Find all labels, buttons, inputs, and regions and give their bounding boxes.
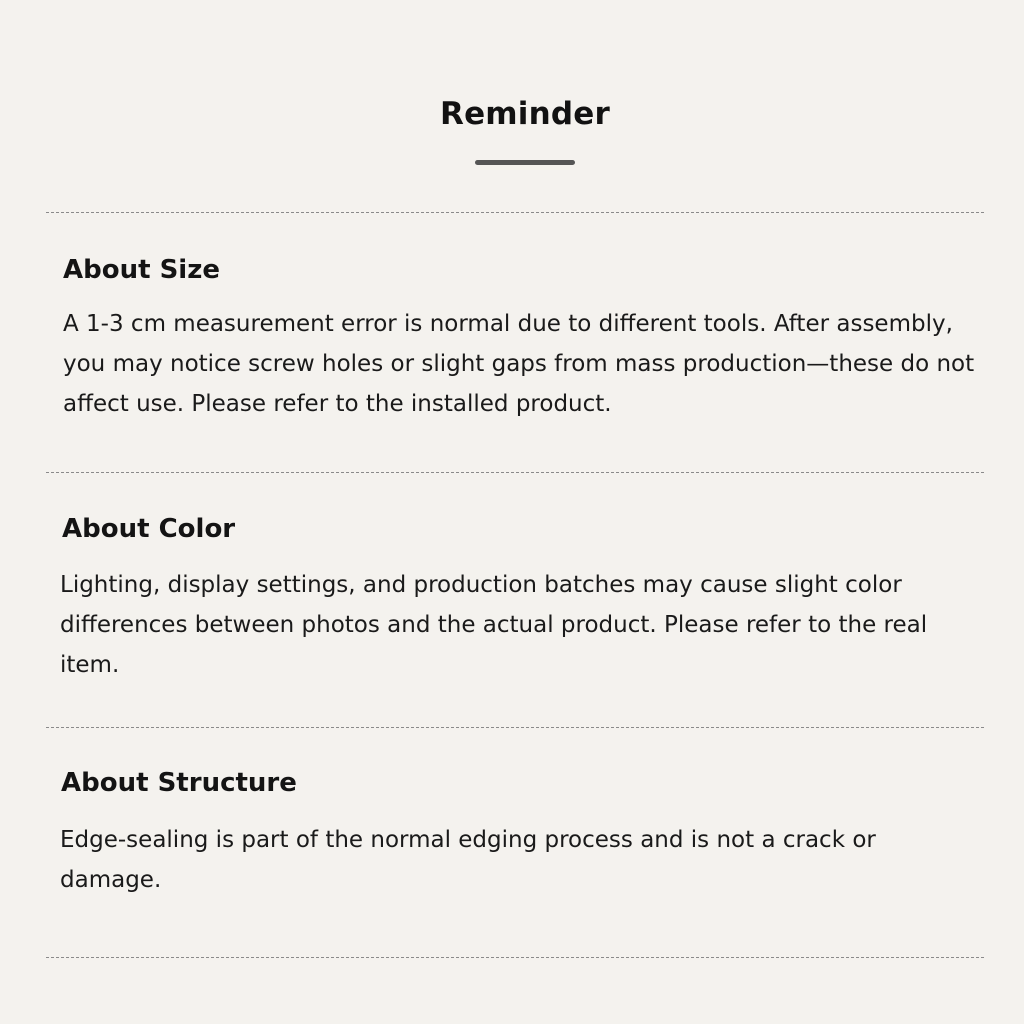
title-underline — [475, 160, 575, 165]
page-title: Reminder — [440, 96, 610, 132]
section-heading-size: About Size — [63, 255, 220, 285]
section-divider — [46, 212, 984, 213]
section-divider — [46, 727, 984, 728]
section-body-structure: Edge-sealing is part of the normal edging process and is not a crack or damage. — [60, 827, 876, 893]
section-heading-structure: About Structure — [61, 768, 297, 798]
section-body-size: A 1-3 cm measurement error is normal due to different tools. After assembly, you may notice screw holes or slight gaps from mass production—these do not affect use. Please refer to the installed product. — [63, 311, 975, 417]
section-divider — [46, 472, 984, 473]
section-heading-color: About Color — [62, 514, 236, 544]
section-body-color: Lighting, display settings, and production batches may cause slight color differences between photos and the actual product. Please refer to the real item. — [60, 572, 928, 678]
section-divider — [46, 957, 984, 958]
